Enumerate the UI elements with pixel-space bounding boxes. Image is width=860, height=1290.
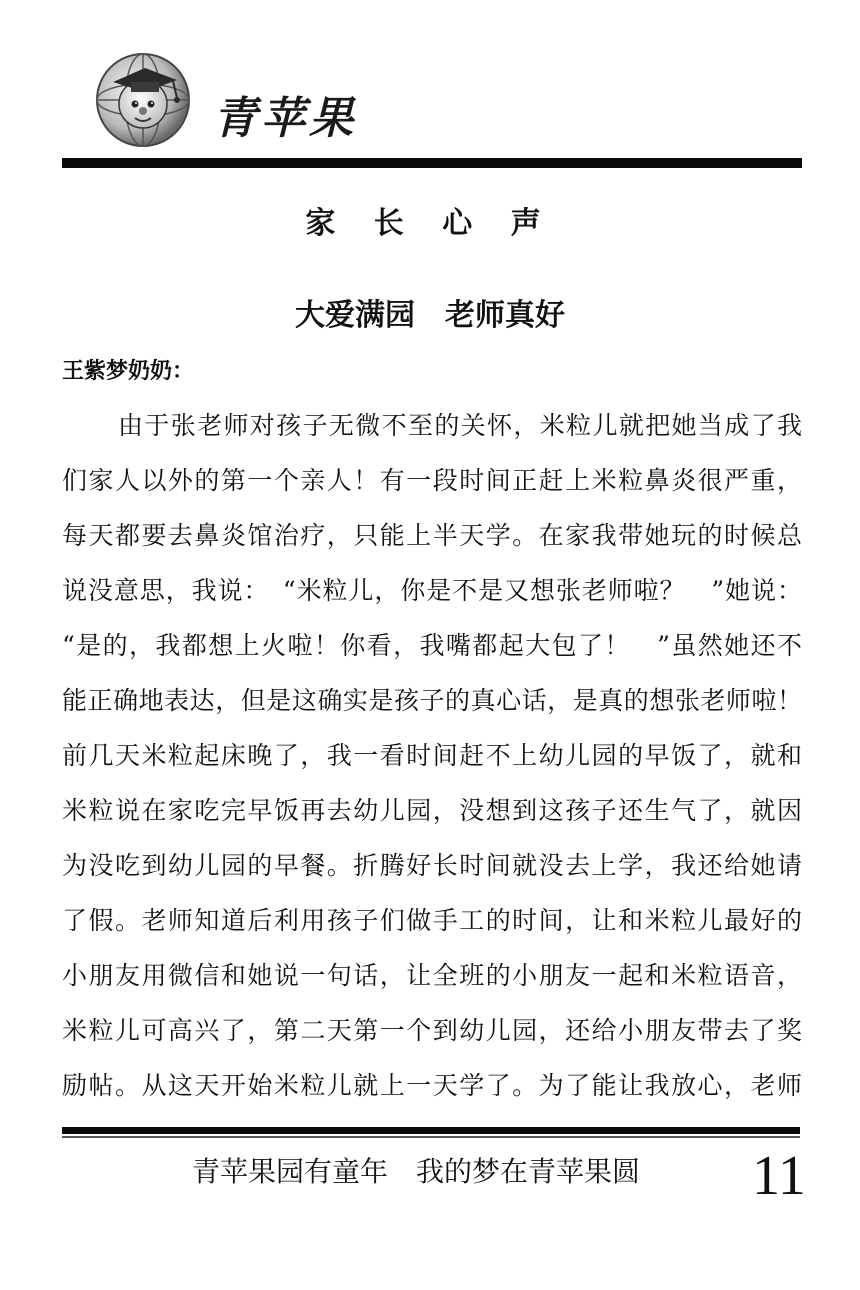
- body-line: 励帖。从这天开始米粒儿就上一天学了。为了能让我放心，老师: [62, 1071, 802, 1100]
- body-line: 由于张老师对孩子无微不至的关怀，米粒儿就把她当成了我: [118, 411, 802, 440]
- body-line: “是的，我都想上火啦！你看，我嘴都起大包了！ ”虽然她还不: [62, 631, 802, 660]
- body-line: 米粒儿可高兴了，第二天第一个到幼儿园，还给小朋友带去了奖: [62, 1016, 802, 1045]
- article-body: [62, 398, 802, 1113]
- globe-mascot-icon: [95, 52, 191, 148]
- footer-divider: [62, 1127, 800, 1134]
- header-divider: [62, 158, 802, 168]
- body-line: 前几天米粒起床晚了，我一看时间赶不上幼儿园的早饭了，就和: [62, 741, 802, 770]
- footer-divider-thin: [62, 1136, 800, 1138]
- body-line: 了假。老师知道后利用孩子们做手工的时间，让和米粒儿最好的: [62, 906, 802, 935]
- body-line: 能正确地表达，但是这确实是孩子的真心话，是真的想张老师啦！: [62, 686, 802, 715]
- body-line: 米粒说在家吃完早饭再去幼儿园，没想到这孩子还生气了，就因: [62, 796, 802, 825]
- brand-name: 青苹果: [213, 93, 357, 144]
- section-title: 家 长 心 声: [305, 206, 555, 241]
- footer-slogan: 青苹果园有童年 我的梦在青苹果圆: [192, 1155, 641, 1188]
- body-line: 为没吃到幼儿园的早餐。折腾好长时间就没去上学，我还给她请: [62, 851, 802, 880]
- article-author: 王紫梦奶奶：: [62, 359, 195, 384]
- body-line: 说没意思，我说： “米粒儿，你是不是又想张老师啦？ ”她说：: [62, 576, 802, 605]
- body-line: 每天都要去鼻炎馆治疗，只能上半天学。在家我带她玩的时候总: [62, 521, 802, 550]
- page-header: [95, 52, 415, 152]
- article-title: 大爱满园 老师真好: [295, 298, 565, 333]
- page-number: 11: [752, 1145, 806, 1207]
- body-line: 们家人以外的第一个亲人！有一段时间正赶上米粒鼻炎很严重，: [62, 466, 802, 495]
- body-line: 小朋友用微信和她说一句话，让全班的小朋友一起和米粒语音，: [62, 961, 802, 990]
